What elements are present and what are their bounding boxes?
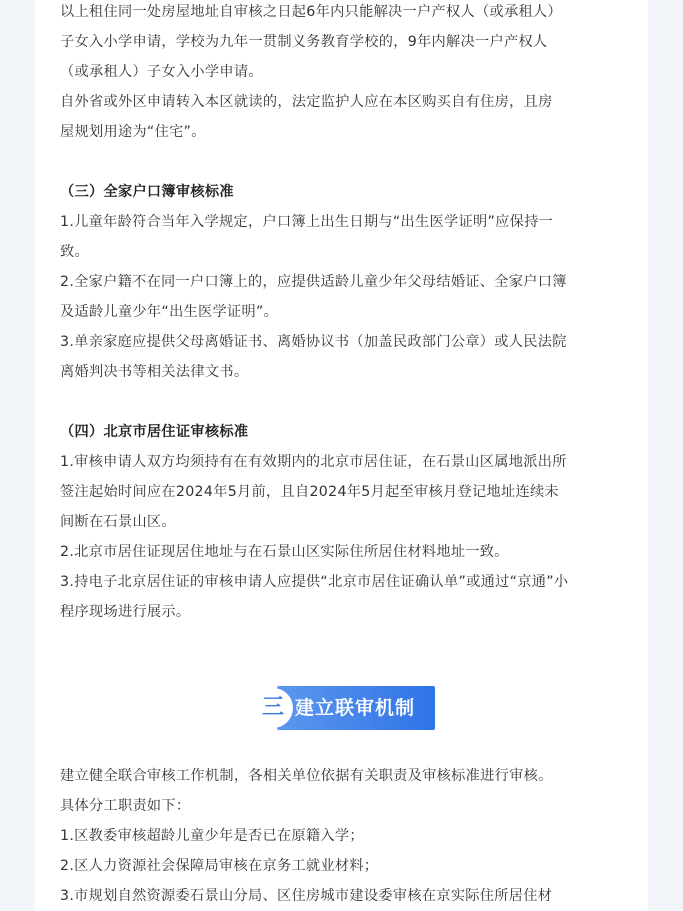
list-item-line: 离婚判决书等相关法律文书。	[60, 364, 249, 380]
paragraph-line: （或承租人）子女入小学申请。	[60, 64, 263, 80]
list-item-line: 2.北京市居住证现居住地址与在石景山区实际住所居住材料地址一致。	[60, 544, 509, 560]
list-item-line: 签注起始时间应在2024年5月前，且自2024年5月起至审核月登记地址连续未	[60, 484, 559, 500]
paragraph-line: 屋规划用途为“住宅”。	[60, 124, 206, 140]
list-item-line: 1.区教委审核超龄儿童少年是否已在原籍入学；	[60, 828, 364, 844]
paragraph-line: 以上租住同一处房屋地址自审核之日起6年内只能解决一户产权人（或承租人）	[60, 4, 562, 20]
section-heading-residence-permit: （四）北京市居住证审核标准	[60, 424, 249, 440]
list-item-line: 2.全家户籍不在同一户口簿上的，应提供适龄儿童少年父母结婚证、全家户口簿	[60, 274, 567, 290]
list-item-line: 3.单亲家庭应提供父母离婚证书、离婚协议书（加盖民政部门公章）或人民法院	[60, 334, 567, 350]
list-item-line: 致。	[60, 244, 89, 260]
list-item-line: 及适龄儿童少年“出生医学证明”。	[60, 304, 279, 320]
paragraph-line: 自外省或外区申请转入本区就读的，法定监护人应在本区购买自有住房，且房	[60, 94, 553, 110]
paragraph-line: 子女入小学申请，学校为九年一贯制义务教育学校的，9年内解决一户产权人	[60, 34, 548, 50]
section-banner	[255, 686, 435, 730]
list-item-line: 1.儿童年龄符合当年入学规定，户口簿上出生日期与“出生医学证明”应保持一	[60, 214, 554, 230]
paragraph-line: 具体分工职责如下：	[60, 798, 191, 814]
list-item-line: 程序现场进行展示。	[60, 604, 191, 620]
list-item-line: 1.审核申请人双方均须持有在有效期内的北京市居住证，在石景山区属地派出所	[60, 454, 567, 470]
banner-number: 三	[261, 695, 284, 720]
banner-title: 建立联审机制	[295, 697, 416, 719]
list-item-line: 3.市规划自然资源委石景山分局、区住房城市建设委审核在京实际住所居住材	[60, 888, 553, 904]
list-item-line: 2.区人力资源社会保障局审核在京务工就业材料；	[60, 858, 379, 874]
list-item-line: 3.持电子北京居住证的审核申请人应提供“北京市居住证确认单”或通过“京通”小	[60, 574, 569, 590]
paragraph-line: 建立健全联合审核工作机制，各相关单位依据有关职责及审核标准进行审核。	[60, 768, 553, 784]
section-heading-household-register: （三）全家户口簿审核标准	[60, 184, 234, 200]
list-item-line: 间断在石景山区。	[60, 514, 176, 530]
